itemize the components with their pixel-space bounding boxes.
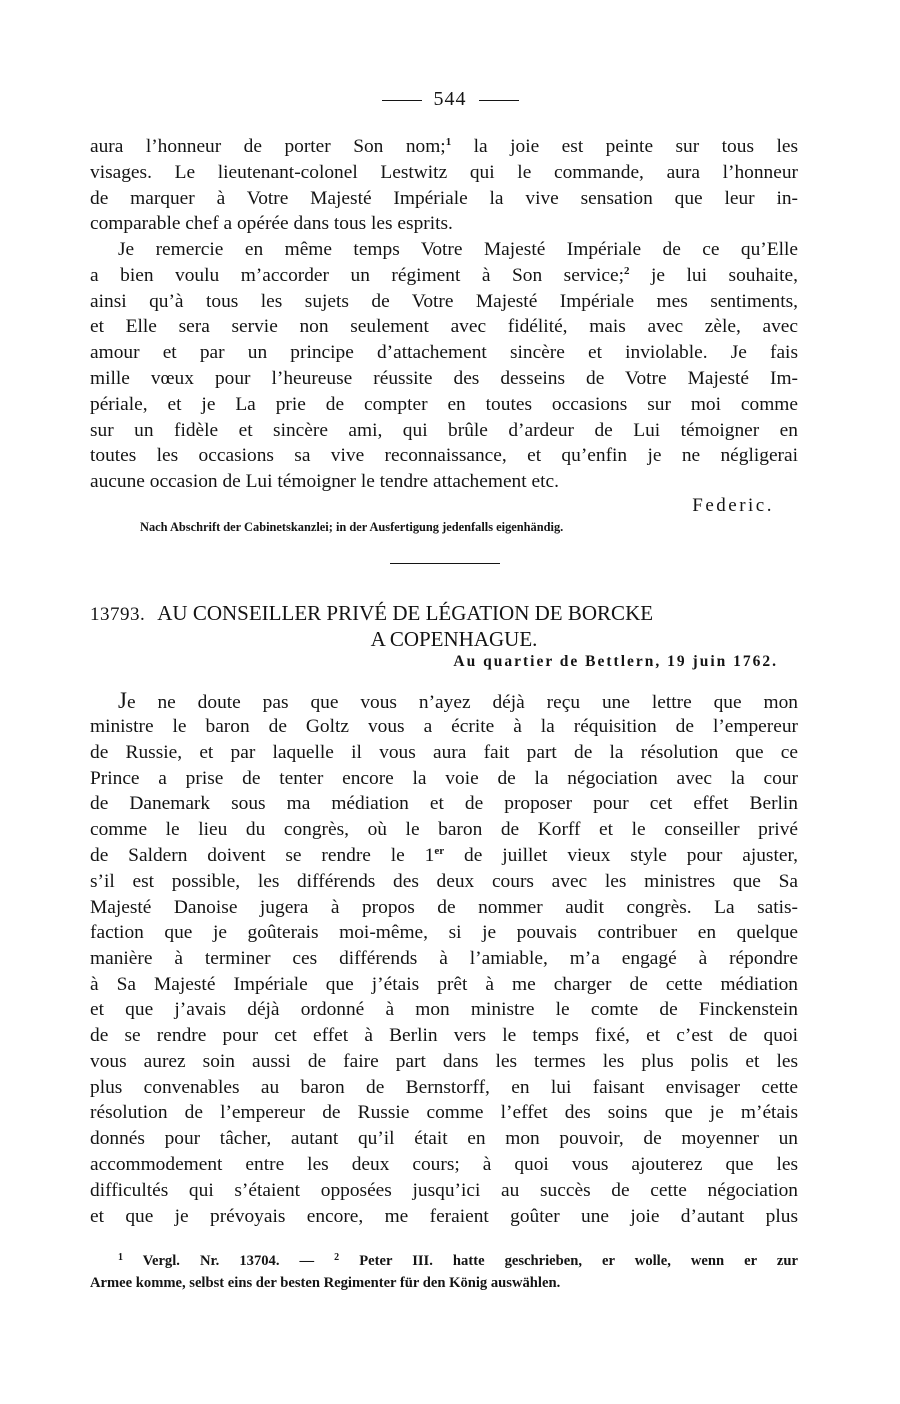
letter-number: 13793. — [90, 604, 146, 625]
body-line: s’il est possible, les différends des deux cours avec les ministres que Sa — [90, 871, 798, 892]
body-line: ainsi qu’à tous les sujets de Votre Majesté Impériale mes sentiments, — [90, 291, 798, 312]
body-line: Je ne doute pas que vous n’ayez déjà reçu une lettre que mon — [118, 688, 798, 713]
body-line: périale, et je La prie de compter en toutes occasions sur moi comme — [90, 394, 798, 415]
letter-title-line1: AU CONSEILLER PRIVÉ DE LÉGATION DE BORCKE — [157, 601, 654, 625]
body-line: Je remercie en même temps Votre Majesté Impériale de ce qu’Elle — [118, 239, 798, 260]
body-line: et Elle sera servie non seulement avec fidélité, mais avec zèle, avec — [90, 316, 798, 337]
body-line: difficultés qui s’étaient opposées jusqu’ici au succès de cette négociation — [90, 1180, 798, 1201]
section-divider — [390, 563, 500, 564]
drop-cap: J — [118, 688, 127, 713]
body-line: résolution de l’empereur de Russie comme l’effet des soins que je m’étais — [90, 1102, 798, 1123]
signature: Federic. — [692, 495, 774, 516]
body-line: amour et par un principe d’attachement sincère et inviolable. Je fais — [90, 342, 798, 363]
body-line: sur un fidèle et sincère ami, qui brûle d’ardeur de Lui témoigner en — [90, 420, 798, 441]
body-line: de Danemark sous ma médiation et de proposer pour cet effet Berlin — [90, 793, 798, 814]
body-line: de Saldern doivent se rendre le 1er de juillet vieux style pour ajuster, — [90, 845, 798, 866]
body-line: de Russie, et par laquelle il vous aura fait part de la résolution que ce — [90, 742, 798, 763]
body-line: donnés pour tâcher, autant qu’il était en mon pouvoir, de moyenner un — [90, 1128, 798, 1149]
footnote-mark: 2 — [623, 265, 630, 277]
letter-title — [90, 600, 798, 628]
footnote-line: Armee komme, selbst eins der besten Regimenter für den König auswählen. — [90, 1275, 561, 1291]
body-line: aucune occasion de Lui témoigner le tendre attachement etc. — [90, 471, 559, 492]
body-line: et que j’avais déjà ordonné à mon ministre le comte de Finckenstein — [90, 999, 798, 1020]
source-note: Nach Abschrift der Cabinetskanzlei; in der Ausfertigung jedenfalls eigenhändig. — [140, 520, 564, 534]
body-line: a bien voulu m’accorder un régiment à Son service;$^2$ je lui souhaite, — [90, 265, 798, 286]
footnote-line: $^1$ Vergl. Nr. 13704. — $^2$ Peter III. hatte geschrieben, er wolle, wenn er zur — [118, 1252, 798, 1269]
body-line: toutes les occasions sa vive reconnaissance, et qu’enfin je ne négligerai — [90, 445, 798, 466]
header-dash-right — [479, 100, 519, 101]
body-line: faction que je goûterais moi-même, si je pouvais contribuer en quelque — [90, 922, 798, 943]
body-line: plus convenables au baron de Bernstorff, en lui faisant envisager cette — [90, 1077, 798, 1098]
body-line: de marquer à Votre Majesté Impériale la vive sensation que leur in- — [90, 188, 798, 209]
body-line: de se rendre pour cet effet à Berlin vers le temps fixé, et c’est de quoi — [90, 1025, 798, 1046]
body-line: vous aurez soin aussi de faire part dans les termes les plus polis et les — [90, 1051, 798, 1072]
letter-title-line2: A COPENHAGUE. — [370, 627, 538, 651]
page-header — [0, 88, 900, 111]
body-line: comparable chef a opérée dans tous les esprits. — [90, 213, 453, 234]
ordinal-superscript: er — [434, 845, 445, 857]
page-number: 544 — [433, 88, 467, 110]
body-line: manière à terminer ces différends à l’amiable, m’a engagé à répondre — [90, 948, 798, 969]
body-line: accommodement entre les deux cours; à quoi vous ajouterez que les — [90, 1154, 798, 1175]
body-line: Prince a prise de tenter encore la voie de la négociation avec la cour — [90, 768, 798, 789]
footnote-mark: 1 — [445, 136, 452, 148]
dateline: Au quartier de Bettlern, 19 juin 1762. — [453, 653, 778, 670]
body-line: à Sa Majesté Impériale que j’étais prêt à me charger de cette médiation — [90, 974, 798, 995]
body-line: aura l’honneur de porter Son nom;$^1$ la joie est peinte sur tous les — [90, 136, 798, 157]
body-line: ministre le baron de Goltz vous a écrite à la réquisition de l’empereur — [90, 716, 798, 737]
body-line: et que je prévoyais encore, me feraient goûter une joie d’autant plus — [90, 1206, 798, 1227]
body-line: visages. Le lieutenant-colonel Lestwitz qui le commande, aura l’honneur — [90, 162, 798, 183]
header-dash-left — [382, 100, 422, 101]
body-line: Majesté Danoise jugera à propos de nommer audit congrès. La satis- — [90, 897, 798, 918]
body-line: mille vœux pour l’heureuse réussite des desseins de Votre Majesté Im- — [90, 368, 798, 389]
body-line: comme le lieu du congrès, où le baron de Korff et le conseiller privé — [90, 819, 798, 840]
